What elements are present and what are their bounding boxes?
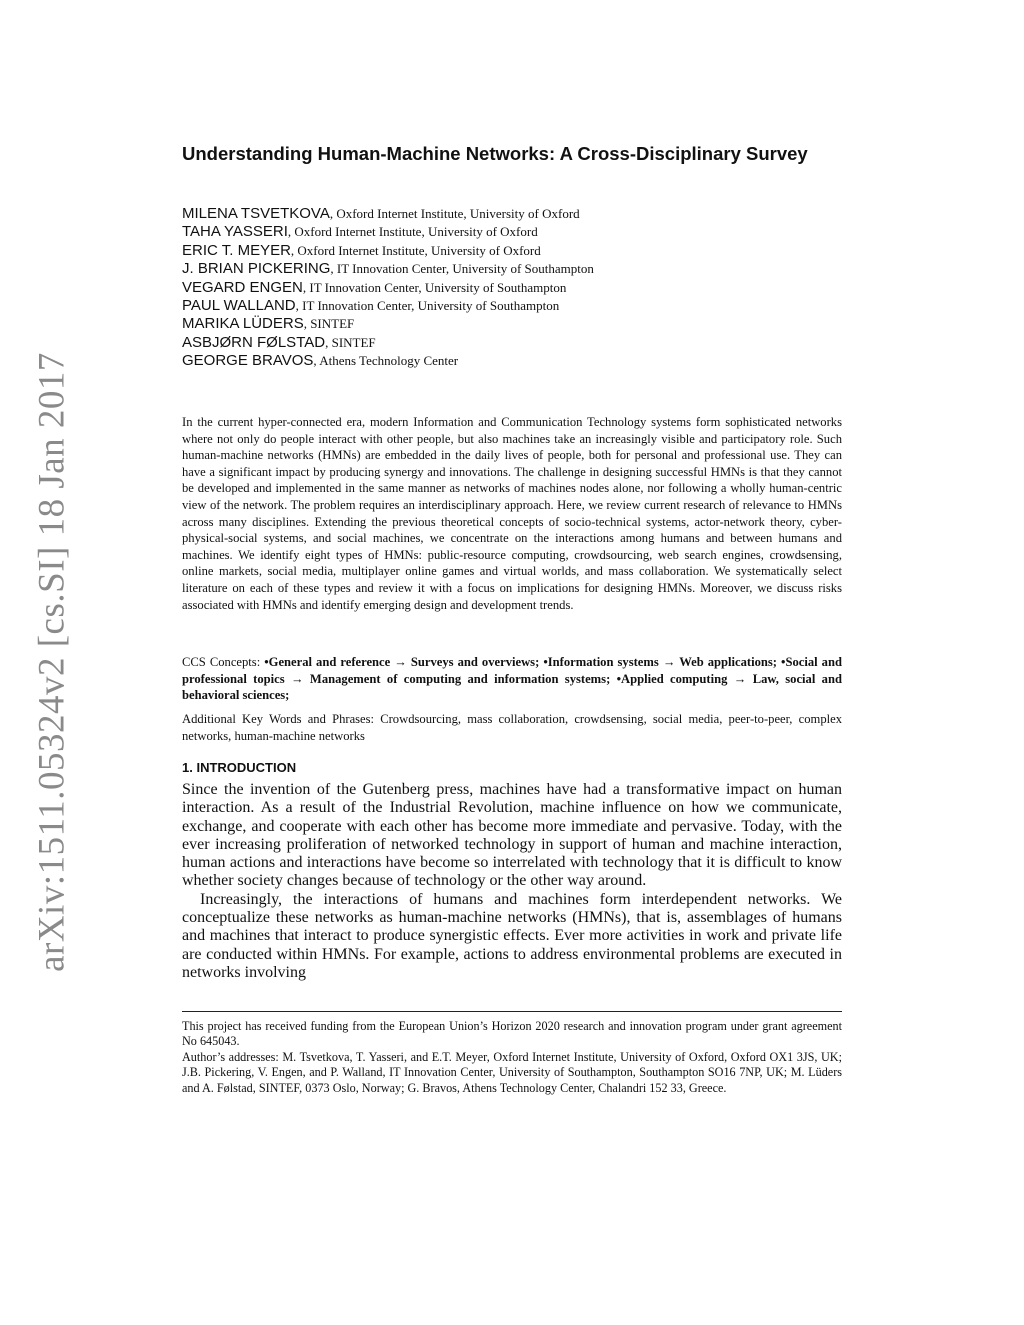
author-affiliation: , Athens Technology Center [313,353,459,369]
author-name: TAHA YASSERI [182,223,288,241]
ccs-item: •Information systems → Web applications; [543,655,778,669]
ccs-concepts [182,654,842,704]
author-name: J. BRIAN PICKERING [182,260,331,278]
author-name: ASBJØRN FØLSTAD [182,333,326,351]
author-affiliation: , Oxford Internet Institute, University of Oxford [287,224,538,240]
author-entry [182,242,842,260]
author-name: PAUL WALLAND [182,296,296,314]
author-entry [182,334,842,352]
paper-title: Understanding Human-Machine Networks: A Cross-Disciplinary Survey [182,143,808,164]
intro-paragraph: Increasingly, the interactions of humans and machines form interdependent networks. We conceptualize these networks as human-machine networks (HMNs), that is, assemblages of humans and machines that interact to produce synergistic effects. Ever more activities in work and private life are conducted within HMNs. For example, actions to address environmental problems are executed in networks involving [182,890,842,981]
ccs-item: •Applied computing → Law, social and behavioral sciences; [182,671,842,703]
author-entry [182,279,842,297]
author-list [182,205,842,371]
author-affiliation: , IT Innovation Center, University of Southampton [295,297,560,313]
author-name: ERIC T. MEYER [182,241,291,259]
author-name: VEGARD ENGEN [182,278,303,296]
author-affiliation: , Oxford Internet Institute, University of Oxford [329,206,580,221]
author-affiliation: , SINTEF [303,316,355,332]
author-entry [182,205,842,223]
author-entry [182,260,842,278]
author-name: MILENA TSVETKOVA [182,205,330,222]
keywords: Additional Key Words and Phrases: Crowdsourcing, mass collaboration, crowdsensing, social media, peer-to-peer, complex networks, human-machine networks [182,712,842,743]
ccs-label: CCS Concepts: [182,655,265,669]
footnote-addresses: Author’s addresses: M. Tsvetkova, T. Yasseri, and E.T. Meyer, Oxford Internet Institute, University of Oxford, Oxford OX1 3JS, UK; J.B. Pickering, V. Engen, and P. Walland, IT Innovation Center, University of Southampton, Southampton SO16 7NP, UK; M. Lüders and A. Følstad, SINTEF, 0373 Oslo, Norway; G. Bravos, Athens Technology Center, Chalandri 152 33, Greece. [182,1049,842,1095]
footnote-divider [182,1011,842,1012]
abstract: In the current hyper-connected era, modern Information and Communication Technology systems form sophisticated networks where not only do people interact with other people, but also machines take an increasingly visible and participatory role. Such human-machine networks (HMNs) are embedded in the daily lives of people, both for personal and professional use. They can have a significant impact by producing synergy and innovations. The challenge in designing successful HMNs is that they cannot be developed and implemented in the same manner as networks of machines nodes alone, nor following a wholly human-centric view of the network. The problem requires an interdisciplinary approach. Here, we review current research of relevance to HMNs across many disciplines. Extending the previous theoretical concepts of socio-technical systems, actor-network theory, cyber-physical-social systems, and social machines, we concentrate on the interactions among humans and between humans and machines. We identify eight types of HMNs: public-resource computing, crowdsourcing, web search engines, crowdsensing, online markets, social media, multiplayer online games and virtual worlds, and mass collaboration. We systematically select literature on each of these types and review it with a focus on implications for designing HMNs. Moreover, we discuss risks associated with HMNs and identify emerging design and development trends. [182,415,842,612]
author-name: MARIKA LÜDERS [182,315,304,333]
introduction-body [182,781,842,982]
author-entry [182,297,842,315]
footnote-funding: This project has received funding from the European Union’s Horizon 2020 research and innovation program under grant agreement No 645043. [182,1019,842,1049]
author-affiliation: , IT Innovation Center, University of Southampton [330,261,594,277]
intro-paragraph: Since the invention of the Gutenberg press, machines have had a transformative impact on human interaction. As a result of the Industrial Revolution, machine influence on how we communicate, exchange, and cooperate with each other has become more immediate and pervasive. Today, with the ever increasing proliferation of networked technology in support of human and machine interaction, human actions and interactions have become so interrelated with technology that it is difficult to know whether society changes because of technology or the other way around. [182,781,842,890]
author-affiliation: , IT Innovation Center, University of Southampton [302,279,567,295]
ccs-item: •General and reference → Surveys and overviews; [264,655,540,669]
author-entry [182,223,842,241]
author-entry [182,315,842,333]
section-heading-introduction: 1. INTRODUCTION [182,760,297,775]
footnotes [182,1019,842,1096]
author-affiliation: , SINTEF [325,334,376,350]
author-name: GEORGE BRAVOS [182,352,314,370]
author-affiliation: , Oxford Internet Institute, University of Oxford [290,242,541,258]
arxiv-stamp-text: arXiv:1511.05324v2 [cs.SI] 18 Jan 2017 [31,352,73,972]
author-entry [182,352,842,370]
ccs-item: •Social and professional topics → Management of computing and information systems; [182,655,842,686]
